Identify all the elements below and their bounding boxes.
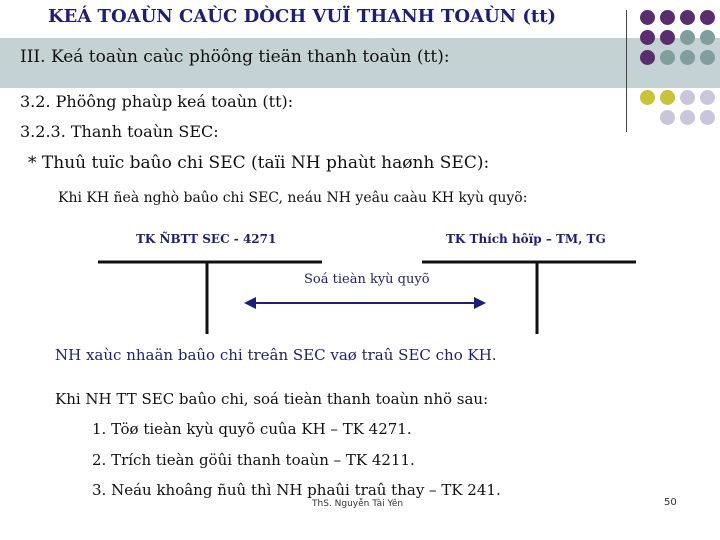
list-item: 1. Töø tieàn kyù quyõ cuûa KH – TK 4271.	[92, 420, 412, 438]
procedure-heading: * Thuû tuïc baûo chi SEC (taïi NH phaùt haønh SEC):	[28, 153, 490, 173]
arrow-head-left-icon	[244, 297, 256, 309]
list-item: 3. Neáu khoâng ñuû thì NH phaûi traû thay – TK 241.	[92, 481, 501, 499]
payment-note: Khi NH TT SEC baûo chi, soá tieàn thanh toaùn nhö sau:	[55, 390, 489, 408]
amount-label: Soá tieàn kyù quyõ	[304, 272, 430, 287]
page-number: 50	[664, 497, 677, 508]
section-heading: III. Keá toaùn caùc phöông tieän thanh toaùn (tt):	[20, 47, 450, 67]
left-account-label: TK ÑBTT SEC - 4271	[136, 232, 277, 246]
confirmation-note: NH xaùc nhaän baûo chi treân SEC vaø traû SEC cho KH.	[55, 346, 497, 364]
subsection-heading: 3.2. Phöông phaùp keá toaùn (tt):	[20, 92, 294, 111]
right-account-label: TK Thích hôïp – TM, TG	[446, 232, 606, 246]
list-item: 2. Trích tieàn göûi thanh toaùn – TK 4211.	[92, 451, 415, 469]
slide-title: KEÁ TOAÙN CAÙC DÒCH VUÏ THANH TOAÙN (tt)	[47, 6, 557, 27]
footer-author: ThS. Nguyễn Tài Yên	[312, 499, 404, 509]
subsection-heading: 3.2.3. Thanh toaùn SEC:	[20, 122, 219, 141]
arrow-head-right-icon	[474, 297, 486, 309]
procedure-condition: Khi KH ñeà nghò baûo chi SEC, neáu NH yeâu caàu KH kyù quyõ:	[58, 190, 528, 206]
